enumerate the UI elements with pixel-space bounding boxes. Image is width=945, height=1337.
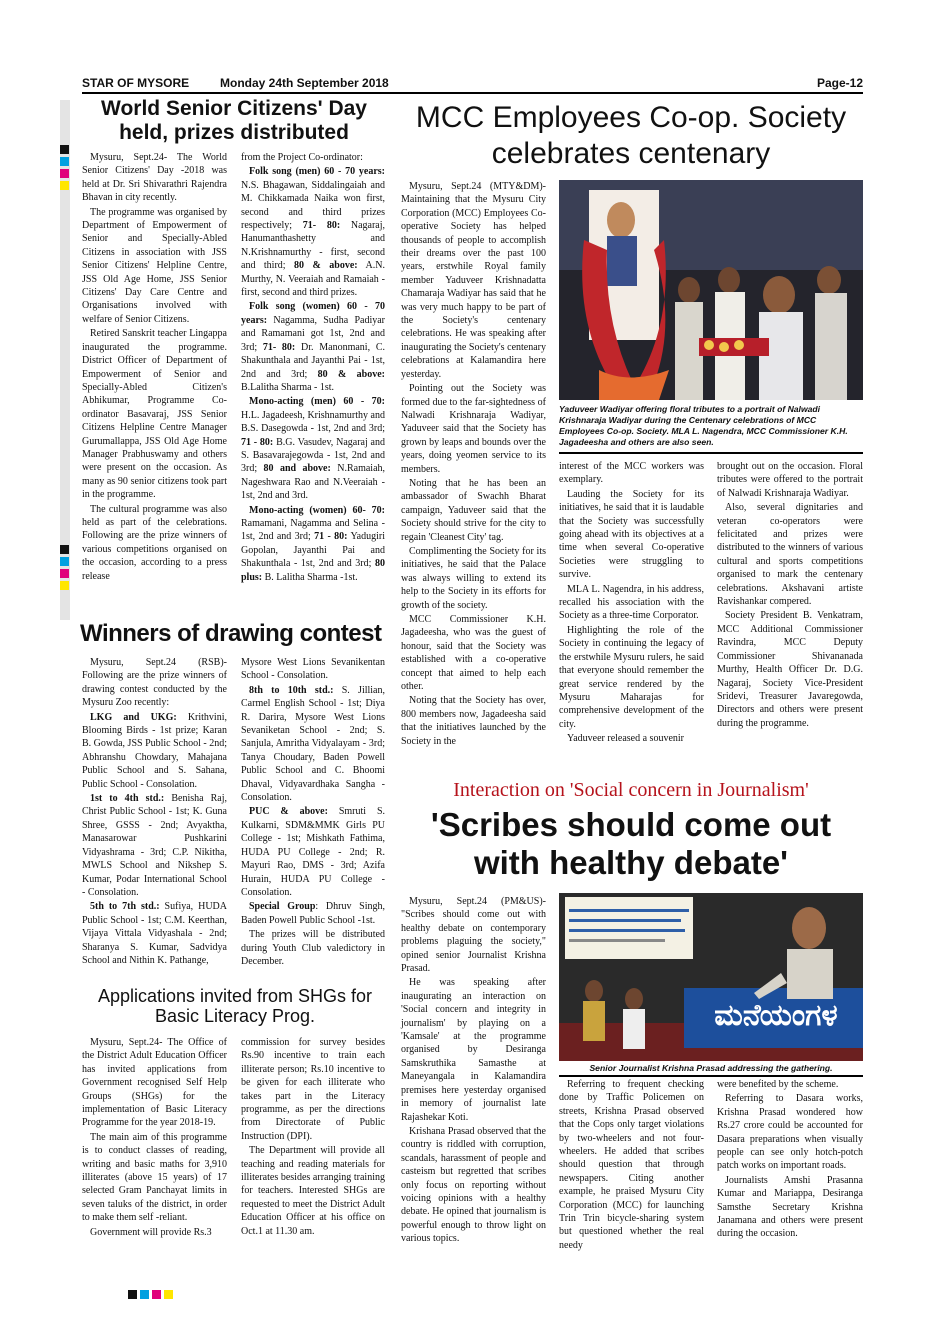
- paragraph: Mysore West Lions Sevanikentan School - Consolation.: [241, 657, 385, 682]
- paragraph: LKG and UKG: Krithvini, Blooming Birds - 1st prize; Karan B. Gowda, JSS Public School - 2nd; Abhranshu Chowdary, Mahajana Public School and S. Sahana, Public School - Consolation.: [82, 711, 228, 790]
- drawing-col-2: [241, 656, 385, 969]
- paragraph: Special Group: Dhruv Singh, Baden Powell Public School -1st.: [241, 901, 385, 926]
- paragraph: 8th to 10th std.: S. Jillian, Carmel English School - 1st; Diya R. Darira, Mysore West Lions Sevaniketan School - 2nd; S. Sanjula, Amritha Vidyalayam - 3rd; Tanya Choudary, Baden Powell Public School and C. Bhoomi Dhaval, Vidyavardhaka Sangha - Consolation.: [241, 684, 385, 804]
- reg-mark-cyan: [60, 157, 69, 166]
- scribes-col-1: [401, 895, 546, 1247]
- paragraph: Referring to frequent checking done by Traffic Policemen on streets, Krishna Prasad observed that the Cops only target violations by two-wheelers and not four-wheelers. He added that scribes should question that through newspapers. Citing another example, he praised Mysuru City Corporation (MCC) for launching Trin Trin bicycle-sharing system but questioned whether the real needy: [559, 1079, 704, 1251]
- margin-strip: [60, 100, 70, 620]
- venue-banner-text: ಮನೆಯಂಗಳ: [714, 999, 838, 1032]
- paragraph: commission for survey besides Rs.90 incentive to train each illiterate person; Rs.10 incentive to be given for each illiterate who takes part in the Literacy programme, as per the directions from Directorate of Public Instruction (DPI).: [241, 1037, 385, 1142]
- paragraph: Yaduveer released a souvenir: [567, 733, 684, 745]
- mcc-photo-illustration: [559, 180, 863, 400]
- caption-rule: [559, 452, 863, 454]
- prize-paragraph: Folk song (men) 60 - 70 years: N.S. Bhagawan, Siddalingaiah and M. Chikkamada Naika won first, second and third prizes respectively; 71- 80: Nagaraj, Hanumanthashetty and N.Krishnamurthy - first, second and third; 80 & above: A.N. Murthy, N. Veeraiah and Ramaiah - first, second and third prizes.: [241, 166, 385, 299]
- paragraph: brought out on the occasion. Floral tributes were offered to the portrait of Nalwadi Krishnaraja Wadiyar.: [717, 461, 863, 499]
- reg-mark-black: [60, 545, 69, 554]
- scribes-headline: 'Scribes should come out with healthy debate': [430, 806, 832, 881]
- drawing-col-1: [82, 656, 227, 968]
- paragraph: Retired Sanskrit teacher Lingappa inaugurated the programme. District Officer of Department of Empowerment of Senior and Specially-Abled Citizen's Abhikumar, Programme Co-ordinator Basavaraj, JSS Senior Citizens Helpline Centre Manager Gurumallappa, JSS Old Age Home Manager Prabhuswamy and others were present on the occasion. As many as 90 senior citizens took part in the programme.: [82, 328, 227, 501]
- paragraph: from the Project Co-ordinator:: [241, 152, 363, 163]
- paragraph: Noting that he has been an ambassador of Swachh Bharat campaign, Yaduveer said that the Society should strive for the city to regain 'Cleanest City' tag.: [401, 477, 546, 543]
- paragraph: Mysuru, Sept.24 (MTY&DM)- Maintaining that the Mysuru City Corporation (MCC) Employees Co-operative Society has helped thousands of people to accomplish their dreams over the past 100 years, erstwhile Royal family member Yaduveer Krishnadatta Chamaraja Wadiyar has said that he was very much happy to be part of the Society's centenary celebrations. He was speaking after inaugurating the Society's centenary celebrations at Kalamandira here yesterday.: [401, 181, 546, 380]
- paragraph: The main aim of this programme is to conduct classes of reading, writing and basic maths for 3,910 illiterates (above 15 years) of 17 selected Gram Panchayat limits in seven taluks of the district, in order to make them self -reliant.: [82, 1131, 227, 1224]
- mcc-photo-caption: Yaduveer Wadiyar offering floral tributes to a portrait of Nalwadi Krishnaraja Wadiyar during the Centenary celebrations of MCC Employees Co-op. Society. MLA L. Nagendra, MCC Commissioner K.H. Jagadeesha and others are also seen.: [559, 404, 848, 447]
- paragraph: Highlighting the role of the Society in continuing the legacy of the erstwhile Mysuru rulers, he said that everyone should remember the great service rendered by the Mysuru Maharajas for comprehensive development of the city.: [559, 624, 704, 730]
- paragraph: 1st to 4th std.: Benisha Raj, Christ Public School - 1st; K. Guna Shree, GSSS - 2nd; Avyaktha, Manasarowar Pushkarini Vidyashrama - 3rd; C.P. Nikitha, MWLS School and Nikshep S. Kumar, Podar International School - Consolation.: [82, 793, 228, 898]
- paragraph: The programme was organised by Department of Empowerment of Senior and Specially-Abled Citizens in association with JSS Senior Citizens' Helpline Centre, JSS Old Age Home, JSS Senior Citizens' Day Care Centre and Organisations involved with welfare of Senior Citizens.: [82, 206, 227, 325]
- paragraph: Complimenting the Society for its initiatives, he said that the Palace was always willing to extend its help to the Society in its efforts for growth of the society.: [401, 545, 546, 611]
- scribes-col-3: [717, 1078, 863, 1242]
- paragraph: Krishana Prasad observed that the country is riddled with corruption, scandals, harassment of people and casteism but regretted that scribes only focus on reporting without voicing opinions with a healthy debate. He opined that journalism is powerful enough to throw light on various topics.: [401, 1125, 546, 1245]
- drawing-headline: Winners of drawing contest: [80, 620, 382, 647]
- paragraph: Journalists Amshi Prasanna Kumar and Mariappa, Desiranga Samsthe Secretary Krishna Janamana and others were present during the occasion.: [717, 1174, 863, 1240]
- prize-paragraph: Mono-acting (women) 60- 70: Ramamani, Nagamma and Selina - 1st, 2nd and 3rd; 71 - 80: Yadugiri Gopolan, Jayanthi Pai and Shakunthala - 1st, 2nd and 3rd; 80 plus: B. Lalitha Sharma -1st.: [241, 504, 385, 583]
- page-number: Page-12: [816, 76, 863, 90]
- paragraph: Mysuru, Sept.24 (RSB)- Following are the prize winners of drawing contest conducted by the Mysuru Zoo recently:: [82, 657, 227, 709]
- paragraph: Noting that the Society has over, 800 members now, Jagadeesha said that the initiatives launched by the Society in the: [401, 695, 546, 747]
- paragraph: He was speaking after inaugurating an interaction on 'Social concern and integrity in journalism' by playing on a 'Kamsale' at the programme organised by Desiranga Samskruthika Samasthe at Maneyangala in Kalamandira premises here yesterday organised in memory of journalist late Rajashekar Koti.: [401, 977, 546, 1123]
- reg-mark-black: [128, 1290, 137, 1299]
- shg-col-1: [82, 1036, 227, 1240]
- paragraph: Mysuru, Sept.24 (PM&US)- "Scribes should come out with healthy debate on contemporary problems plaguing the society," opined senior Journalist Krishna Prasad.: [401, 896, 546, 975]
- senior-col-2: [241, 151, 385, 585]
- mcc-photo: [559, 180, 863, 400]
- reg-mark-cyan: [140, 1290, 149, 1299]
- senior-headline: World Senior Citizens' Day held, prizes distributed: [101, 97, 367, 144]
- scribes-col-2: [559, 1078, 704, 1253]
- paragraph: Mysuru, Sept.24- The Office of the District Adult Education Officer has invited applications from Government recognised Self Help Groups (SHGs) for the implementation of Basic Literacy Programme for the year 2018-19.: [82, 1037, 227, 1129]
- paragraph: Also, several dignitaries and veteran co-operators were felicitated and prizes were distributed to the winners of various cultural and sports competitions organised to mark the centenary celebrations. Akshavani artiste Ravishankar compered.: [717, 502, 863, 608]
- prize-paragraph: Folk song (women) 60 - 70 years: Nagamma, Sudha Padiyar and Ramamani got 1st, 2nd and 3rd; 71- 80: Dr. Manonmani, C. Shakunthala and Jayanthi Pai - 1st, 2nd and 3rd; 80 & above: B.Lalitha Sharma - 1st.: [241, 301, 385, 393]
- paragraph: MLA L. Nagendra, in his address, recalled his association with the Society as a three-time Corporator.: [559, 583, 704, 622]
- reg-mark-yellow: [164, 1290, 173, 1299]
- paragraph: The prizes will be distributed during Youth Club valedictory in December.: [241, 929, 385, 967]
- paragraph: Referring to Dasara works, Krishna Prasad wondered how Rs.27 crore could be accounted for Dasara preparations when visually people can see only hotch-potch patch works on important roads.: [717, 1093, 863, 1172]
- paragraph: The Department will provide all teaching and reading materials for illiterates besides arranging training for teachers. Interested SHGs are requested to meet the District Adult Education Officer at his office on Oct.1 at 11.30 am.: [241, 1145, 385, 1237]
- paragraph: 5th to 7th std.: Sufiya, HUDA Public School - 1st; C.M. Keerthan, Vijaya Vittala Vidyashala - 2nd; Sharanya S. Kumar, Sadvidya School and Nithin K. Pathange,: [82, 901, 227, 966]
- caption-rule: [559, 1075, 863, 1077]
- mcc-headline: MCC Employees Co-op. Society celebrates centenary: [415, 101, 847, 170]
- paragraph: Pointing out the Society was formed due to the far-sightedness of Nalwadi Krishnaraja Wadiyar, Yaduveer said that the Society has grown by leaps and bounds over the years, doing yeomen service to its members.: [401, 383, 546, 475]
- scribes-kicker: Interaction on 'Social concern in Journalism': [453, 779, 809, 801]
- paragraph: interest of the MCC workers was exemplary.: [559, 461, 704, 486]
- prize-paragraph: Mono-acting (men) 60 - 70: H.L. Jagadeesh, Krishnamurthy and B.S. Dasegowda - 1st, 2nd and 3rd; 71 - 80: B.G. Vasudev, Nagaraj and S. Basavarajegowda - 1st, 2nd and 3rd; 80 and above: N.Ramaiah, Nageshwara Rao and N.Veeraiah - 1st, 2nd and 3rd.: [241, 396, 386, 502]
- mcc-col-1: [401, 180, 546, 749]
- reg-mark-magenta: [60, 569, 69, 578]
- reg-mark-magenta: [60, 169, 69, 178]
- mcc-col-2: [559, 460, 704, 747]
- shg-headline: Applications invited from SHGs for Basic Literacy Prog.: [97, 986, 373, 1027]
- paragraph: PUC & above: Smruti S. Kulkarni, SDM&MMK Girls PU College - 1st; Mishkath Fathima, HUDA PU College - 2nd; R. Mayuri Rao, DMS - 3rd; Azifa Hurain, HUDA PU College - Consolation.: [241, 806, 385, 898]
- paragraph: Government will provide Rs.3: [90, 1226, 212, 1238]
- paragraph: were benefited by the scheme.: [717, 1079, 839, 1090]
- reg-mark-magenta: [152, 1290, 161, 1299]
- masthead: STAR OF MYSORE: [82, 76, 190, 90]
- paragraph: MCC Commissioner K.H. Jagadeesha, who was the guest of honour, said that the Society was established with a co-operative concept that aimed to help each other.: [401, 614, 546, 693]
- senior-col-1: [82, 151, 227, 584]
- reg-mark-black: [60, 145, 69, 154]
- scribes-photo: [559, 893, 863, 1061]
- paragraph: Mysuru, Sept.24- The World Senior Citizens' Day -2018 was held at Dr. Sri Shivarathri Rajendra Bhavan in city recently.: [82, 152, 227, 204]
- page-header: [82, 76, 863, 94]
- scribes-photo-caption: Senior Journalist Krishna Prasad addressing the gathering.: [589, 1063, 833, 1073]
- reg-mark-yellow: [60, 181, 69, 190]
- paragraph: Society President B. Venkatram, MCC Additional Commissioner Ravindra, MCC Deputy Commissioner Shivananada Murthy, Health Officer Dr. D.G. Nagaraj, Society Vice-President Sridevi, Treasurer Javaregowda, Directors and others were present during the programme.: [717, 610, 863, 729]
- paragraph: Lauding the Society for its initiatives, he said that it is laudable that the Society was successfully going ahead with its objectives at a time when several Co-operative Societies were struggling to survive.: [559, 488, 704, 581]
- paragraph: The cultural programme was also held as part of the celebrations. Following are the prize winners of various competitions organised on the occasion, according to a press release: [82, 503, 227, 582]
- shg-col-2: [241, 1036, 385, 1239]
- reg-mark-cyan: [60, 557, 69, 566]
- issue-date: Monday 24th September 2018: [220, 76, 389, 90]
- reg-mark-yellow: [60, 581, 69, 590]
- mcc-col-3: [717, 460, 863, 731]
